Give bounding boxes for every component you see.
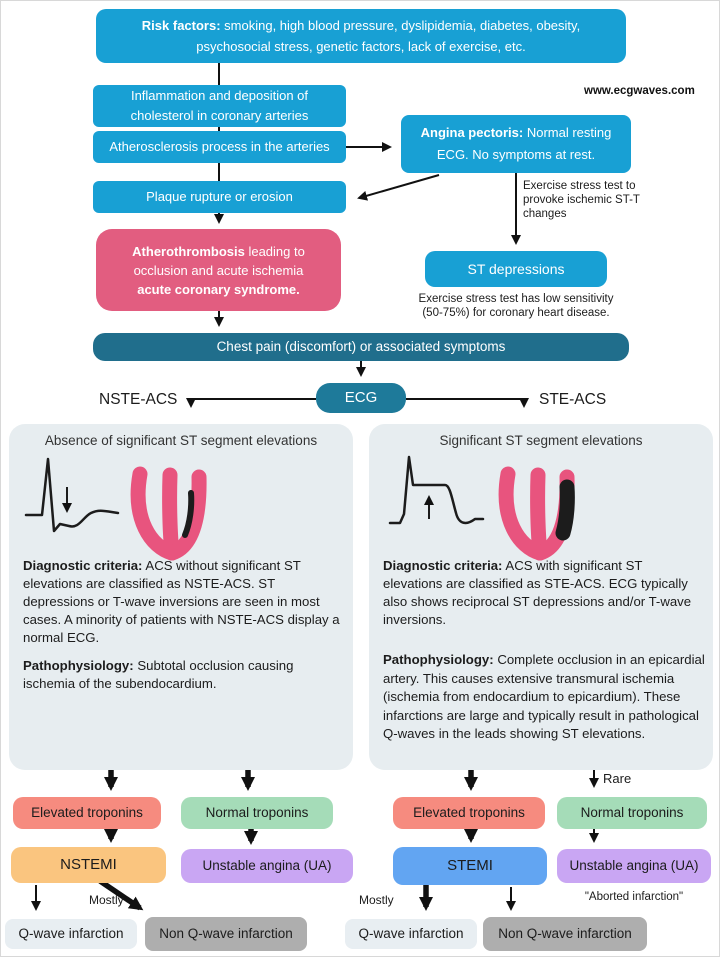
ste-panel-title: Significant ST segment elevations (439, 433, 643, 448)
nste-diagnostic-criteria: Diagnostic criteria: ACS without significant ST elevations are classified as NSTE-ACS. ST depressions or T-wave inversions are seen in most cases. A minority of patients with NSTE-ACS display a normal ECG. (23, 558, 340, 645)
arrow-ecg-to-steacs (406, 399, 524, 406)
elevated-troponins-box-right: Elevated troponins (393, 797, 545, 829)
normal-troponins-box-left: Normal troponins (181, 797, 333, 829)
ecg-st-depression-figure (23, 451, 123, 551)
aborted-infarction-note: "Aborted infarction" (584, 891, 684, 903)
angina-pectoris-box: Angina pectoris: Normal resting ECG. No symptoms at rest. (401, 115, 631, 173)
arrow-angina-to-plaque (359, 175, 439, 198)
stress-test-note: Exercise stress test to provoke ischemic ST-T changes (523, 180, 640, 220)
stemi-box: STEMI (393, 847, 547, 885)
unstable-angina-box-right: Unstable angina (UA) (557, 849, 711, 883)
atherosclerosis-box: Atherosclerosis process in the arteries (93, 131, 346, 163)
st-depressions-box: ST depressions (425, 251, 607, 287)
ste-diagnostic-criteria: Diagnostic criteria: ACS with significant ST elevations are classified as STE-ACS. ECG typically also shows reciprocal ST depressions and/or T-wave inversions. (383, 558, 692, 627)
atherothrombosis-box: Atherothrombosis leading to occlusion and acute ischemia acute coronary syndrome. (96, 229, 341, 311)
mostly-label-right: Mostly (359, 893, 394, 907)
plaque-rupture-box: Plaque rupture or erosion (93, 181, 346, 213)
arrow-ecg-to-nsteacs (191, 399, 316, 406)
unstable-angina-box-left: Unstable angina (UA) (181, 849, 353, 883)
sensitivity-note: Exercise stress test has low sensitivity (50-75%) for coronary heart disease. (418, 293, 614, 319)
heart-transmural-figure (487, 447, 592, 567)
qwave-infarction-box-right: Q-wave infarction (345, 919, 477, 949)
mostly-label-left: Mostly (89, 893, 124, 907)
inflammation-box: Inflammation and deposition of cholesterol in coronary arteries (93, 85, 346, 127)
non-qwave-infarction-box-left: Non Q-wave infarction (145, 917, 307, 951)
elevated-troponins-box-left: Elevated troponins (13, 797, 161, 829)
nste-panel-title: Absence of significant ST segment elevations (44, 433, 318, 448)
risk-factors-box: Risk factors: smoking, high blood pressure, dyslipidemia, diabetes, obesity, psychosocial stress, genetic factors, lack of exercise, etc. (96, 9, 626, 63)
nste-acs-label: NSTE-ACS (99, 391, 178, 408)
subendocardial-ischemia-patch (185, 493, 191, 535)
non-qwave-infarction-box-right: Non Q-wave infarction (483, 917, 647, 951)
ste-acs-label: STE-ACS (539, 391, 607, 408)
ecg-box: ECG (316, 383, 406, 413)
website-url: www.ecgwaves.com (584, 85, 695, 97)
nste-pathophysiology: Pathophysiology: Subtotal occlusion causing ischemia of the subendocardium. (23, 658, 294, 691)
qwave-infarction-box-left: Q-wave infarction (5, 919, 137, 949)
heart-subendocardial-figure (119, 447, 224, 567)
ste-pathophysiology: Pathophysiology: Complete occlusion in an epicardial artery. This causes extensive transmural ischemia (ischemia from endocardium to epicardium). These infarctions are large and typically result in pathological Q-waves in the leads showing ST elevations. (383, 652, 705, 741)
rare-label: Rare (603, 771, 632, 786)
chest-pain-box: Chest pain (discomfort) or associated symptoms (93, 333, 629, 361)
normal-troponins-box-right: Normal troponins (557, 797, 707, 829)
nstemi-box: NSTEMI (11, 847, 166, 883)
transmural-ischemia-patch (563, 487, 567, 533)
ecg-st-elevation-figure (387, 451, 487, 551)
